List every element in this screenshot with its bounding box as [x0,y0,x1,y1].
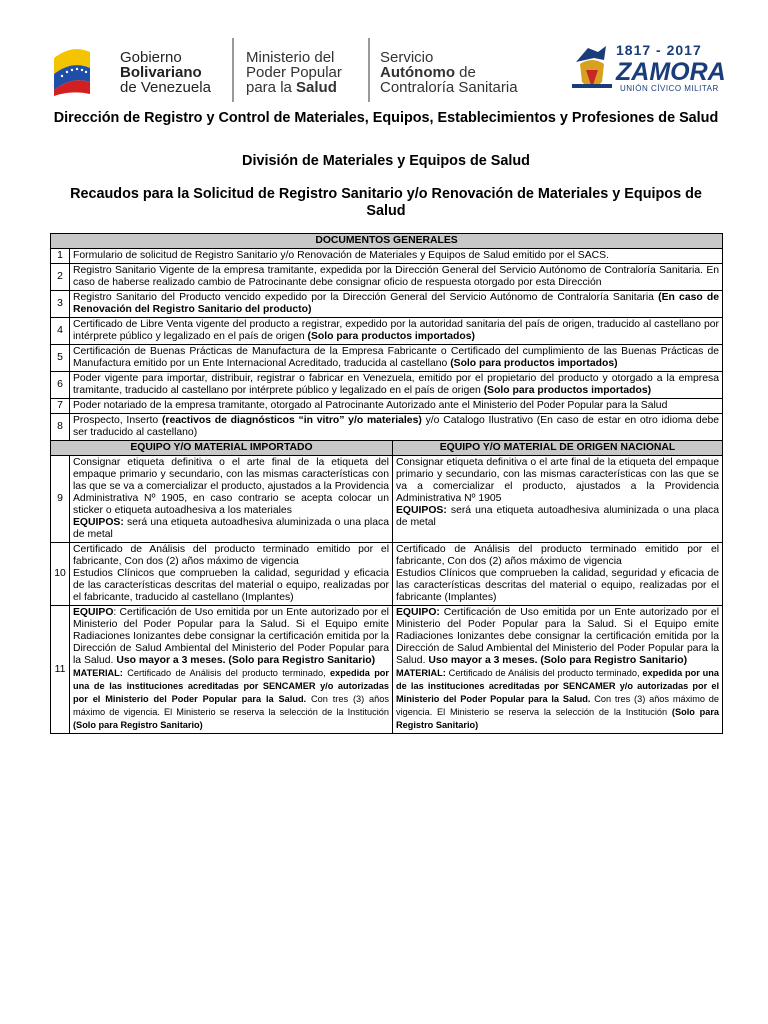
min-line-3a: para la [246,79,297,96]
cell-label-bold: EQUIPO [73,607,114,618]
row-text-bold: (reactivos de diagnósticos “in vitro” y/o materiales) [161,415,422,426]
row-text [70,399,723,414]
zamora-logo [570,38,726,98]
table-row [51,606,723,734]
government-logo-text [120,50,211,95]
zamora-subtitle: UNIÓN CÍVICO MILITAR [620,84,719,93]
general-documents-header: DOCUMENTOS GENERALES [51,234,723,249]
requirements-title: Recaudos para la Solicitud de Registro Sanitario y/o Renovación de Materiales y Equipos de Salud [70,186,702,219]
imported-cell [70,606,393,734]
header-divider [368,38,370,102]
row-text-normal: Prospecto, Inserto [73,415,162,426]
gov-line-3: de Venezuela [120,79,211,96]
document-header [50,30,726,110]
row-text-bold: (Solo para productos importados) [483,385,652,396]
cell-label-bold: MATERIAL: [396,668,446,678]
service-logo-text [380,50,518,95]
gov-line-2: Bolivariano [120,64,202,81]
cell-text: Certificado de Análisis del producto terminado emitido por el fabricante, Con dos (2) años máximo de vigencia [73,544,389,567]
table-row [51,456,723,543]
row-text-normal: Poder vigente para importar, distribuir, registrar o fabricar en Venezuela, emitido por el propietario del producto y otorgado a la empresa tramitante, traducido al castellano por intérprete público y legalizado en el país de origen [73,373,720,396]
direction-title: Dirección de Registro y Control de Materiales, Equipos, Establecimientos y Profesiones de Salud [53,110,719,126]
cell-label-bold: MATERIAL: [73,668,123,678]
row-text-bold: (Solo para productos importados) [450,358,618,369]
cell-label-bold: EQUIPOS: [73,517,124,528]
row-text-bold: (En caso de Renovación del Registro Sanitario del producto) [73,292,720,315]
zamora-name: ZAMORA [616,58,726,86]
row-number: 3 [51,291,70,318]
cell-text: Estudios Clínicos que comprueben la calidad, seguridad y eficacia de las características descritas del material o equipo, realizadas por el fabricante (Implantes) [396,568,720,603]
row-text-normal: Poder notariado de la empresa tramitante, otorgado al Patrocinante Autorizado ante el Ministerio del Poder Popular para la Salud [73,400,668,411]
cell-text: Certificado de Análisis del producto terminado, [445,668,643,678]
row-text [70,264,723,291]
row-text-normal: y/o Catalogo Ilustrativo (En caso de estar en otro idioma debe ser traducido al castellano) [73,415,720,438]
row-text [70,291,723,318]
table-row [51,249,723,264]
cell-text: Certificado de Análisis del producto terminado, [122,668,331,678]
row-text [70,414,723,441]
cell-text-bold: expedida por una de las instituciones acreditadas por SENCAMER y/o autorizadas por el Ministerio del Poder Popular para la Salud. [73,668,389,704]
cell-text-bold: (Solo para Registro Sanitario) [73,720,203,730]
cell-text: Certificación de Uso emitida por un Ente autorizado por el Ministerio del Poder Popular para la Salud. Si el Equipo emite Radiaciones Ionizantes debe consignar la certificación emitida por la Dirección de Salud Ambiental del Ministerio del Poder Popular para la Salud. [396,607,720,666]
serv-line-1: Servicio [380,49,434,66]
cell-text: Certificado de Análisis del producto terminado emitido por el fabricante, Con dos (2) años máximo de vigencia [396,544,720,567]
cell-label-bold: EQUIPO: [396,607,440,618]
cell-text: : Certificación de Uso emitida por un Ente autorizado por el Ministerio del Poder Popular para la Salud. Si el Equipo emite Radiaciones Ionizantes debe consignar la certificación emitida por la Dirección de Salud Ambiental del Ministerio del Poder Popular para la Salud. [73,607,389,666]
imported-cell [70,543,393,606]
zamora-years: 1817 - 2017 [616,42,702,58]
row-number: 1 [51,249,70,264]
imported-column-header: EQUIPO Y/O MATERIAL IMPORTADO [51,441,393,456]
serv-line-2a: Autónomo [380,64,455,81]
cell-text: será una etiqueta autoadhesiva aluminizada o una placa de metal [73,517,389,540]
cell-text: Con tres (3) años máximo de vigencia. El Ministerio se reserva la selección de la Institución [73,694,389,717]
row-text [70,345,723,372]
cell-text-bold: Uso mayor a 3 meses. (Solo para Registro Sanitario) [116,655,376,666]
header-divider [232,38,234,102]
serv-line-2b: de [454,64,476,81]
cell-text: será una etiqueta autoadhesiva aluminizada o una placa de metal [396,505,720,528]
row-number: 4 [51,318,70,345]
row-number: 8 [51,414,70,441]
national-column-header: EQUIPO Y/O MATERIAL DE ORIGEN NACIONAL [393,441,723,456]
cell-text: Consignar etiqueta definitiva o el arte final de la etiqueta del empaque primario y secundario, con las mismas características con las que se va a comercializar el producto, ajustados a la Providencia Administrativa Nº 1905 [396,457,720,504]
table-row [51,414,723,441]
gov-line-1: Gobierno [120,49,182,66]
cell-text-bold: Uso mayor a 3 meses. (Solo para Registro Sanitario) [428,655,688,666]
row-number: 10 [51,543,70,606]
national-cell [393,606,723,734]
row-number: 6 [51,372,70,399]
row-text [70,318,723,345]
row-number: 2 [51,264,70,291]
cell-text: Con tres (3) años máximo de vigencia. El Ministerio se reserva la selección de la Institución [396,694,720,717]
min-line-1: Ministerio del [246,49,335,66]
national-cell [393,456,723,543]
table-row [51,372,723,399]
cell-text: Estudios Clínicos que comprueben la calidad, seguridad y eficacia de las características descritas del material o equipo, realizadas por el fabricante, traducido al castellano (Implantes) [73,568,389,603]
table-row [51,543,723,606]
division-title: División de Materiales y Equipos de Salud [242,153,530,169]
row-text-normal: Registro Sanitario del Producto vencido expedido por la Dirección General del Servicio Autónomo de Contraloría Sanitaria [73,292,659,303]
row-number: 11 [51,606,70,734]
venezuela-flag-logo [50,38,94,96]
requirements-table [50,233,723,734]
table-row [51,318,723,345]
row-text [70,372,723,399]
table-row [51,399,723,414]
min-line-3b: Salud [296,79,337,96]
cell-label-bold: EQUIPOS: [396,505,447,516]
cell-text-bold: (Solo para Registro Sanitario) [396,707,720,730]
table-row [51,264,723,291]
row-text [70,249,723,264]
row-text-normal: Certificado de Libre Venta vigente del producto a registrar, expedido por la autoridad sanitaria del país de origen, traducido al castellano por intérprete público y legalizado en el país de origen [73,319,720,342]
serv-line-2 [380,65,518,80]
row-text-normal: Certificación de Buenas Prácticas de Manufactura de la Empresa Fabricante o Certificado del cumplimiento de las Buenas Prácticas de Manufactura emitido por un Ente Internacional Acreditado, traducida al castellano [73,346,720,369]
row-text-normal: Formulario de solicitud de Registro Sanitario y/o Renovación de Materiales y Equipos de Salud emitido por el SACS. [73,250,609,261]
cell-text-bold: expedida por una de las instituciones acreditadas por SENCAMER y/o autorizadas por el Ministerio del Poder Popular para la Salud. [396,668,720,704]
national-cell [393,543,723,606]
cell-text: Consignar etiqueta definitiva o el arte final de la etiqueta del empaque primario y secundario, con las mismas características con las que se va a comercializar el producto, ajustados a la Providencia Administrativa Nº 1905, en caso contrario se acepta colocar un sticker o etiqueta autoadhesiva a los materiales [73,457,389,516]
ministry-logo-text [246,50,342,95]
table-header-row [51,441,723,456]
row-text-normal: Registro Sanitario Vigente de la empresa tramitante, expedida por la Dirección General del Servicio Autónomo de Contraloría Sanitaria. En caso de haberse realizado cambio de Patrocinante debe consignar oficio de respuesta otorgado por esta Dirección [73,265,720,288]
imported-cell [70,456,393,543]
row-number: 7 [51,399,70,414]
table-row [51,291,723,318]
zamora-emblem-icon [570,42,614,96]
row-number: 9 [51,456,70,543]
min-line-3 [246,80,342,95]
table-row [51,345,723,372]
row-text-bold: (Solo para productos importados) [307,331,475,342]
row-number: 5 [51,345,70,372]
table-header-row [51,234,723,249]
serv-line-3: Contraloría Sanitaria [380,79,518,96]
min-line-2: Poder Popular [246,64,342,81]
